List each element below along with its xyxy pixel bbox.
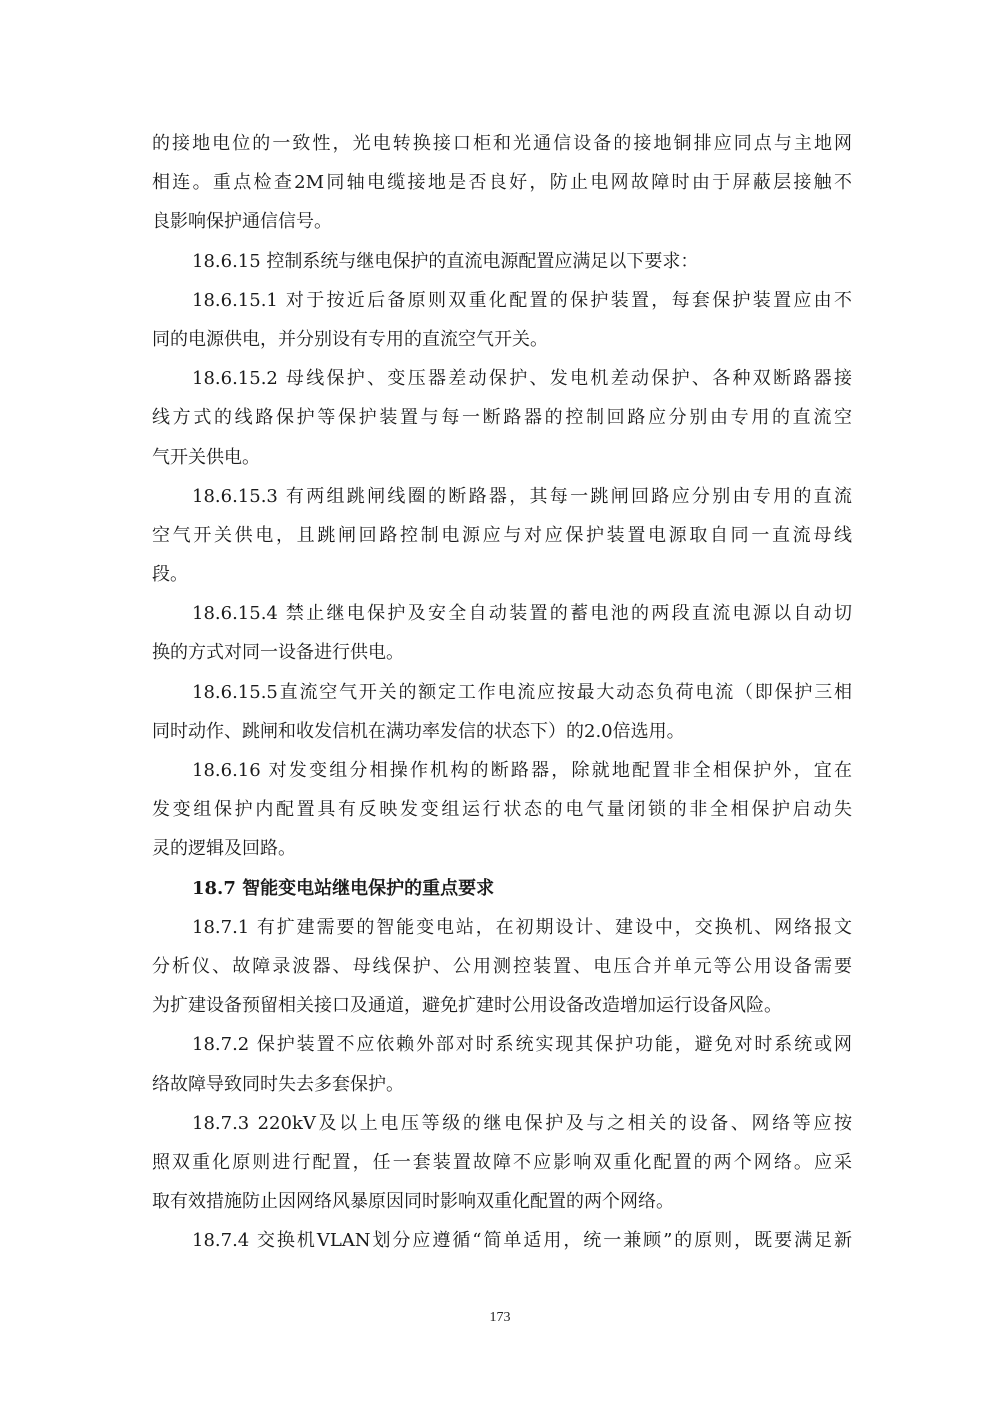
text-line: 线方式的线路保护等保护装置与每一断路器的控制回路应分别由专用的直流空 (152, 407, 852, 429)
text-line: 18.7.3 220kV及以上电压等级的继电保护及与之相关的设备、网络等应按 (192, 1112, 852, 1134)
text-line: 18.6.15.3 有两组跳闸线圈的断路器，其每一跳闸回路应分别由专用的直流 (192, 485, 852, 507)
text-line: 分析仪、故障录波器、母线保护、公用测控装置、电压合并单元等公用设备需要 (152, 955, 852, 977)
text-line: 灵的逻辑及回路。 (152, 838, 296, 860)
text-line: 照双重化原则进行配置，任一套装置故障不应影响双重化配置的两个网络。应采 (152, 1151, 852, 1173)
text-line: 发变组保护内配置具有反映发变组运行状态的电气量闭锁的非全相保护启动失 (152, 799, 852, 821)
text-line: 相连。重点检查2M同轴电缆接地是否良好，防止电网故障时由于屏蔽层接触不 (152, 172, 852, 194)
section-heading-18-6-15: 18.6.15 控制系统与继电保护的直流电源配置应满足以下要求： (192, 250, 699, 272)
text-line: 气开关供电。 (152, 446, 260, 468)
text-line: 18.6.15.1 对于按近后备原则双重化配置的保护装置，每套保护装置应由不 (192, 289, 852, 311)
text-line: 良影响保护通信信号。 (152, 211, 332, 233)
text-line: 为扩建设备预留相关接口及通道，避免扩建时公用设备改造增加运行设备风险。 (152, 995, 782, 1017)
document-body (152, 124, 852, 1260)
text-line: 空气开关供电，且跳闸回路控制电源应与对应保护装置电源取自同一直流母线 (152, 524, 852, 546)
text-line: 同时动作、跳闸和收发信机在满功率发信的状态下）的2.0倍选用。 (152, 720, 685, 742)
text-line: 18.6.15.5直流空气开关的额定工作电流应按最大动态负荷电流（即保护三相 (192, 681, 852, 703)
text-line: 18.6.15.2 母线保护、变压器差动保护、发电机差动保护、各种双断路器接 (192, 368, 852, 390)
text-line: 段。 (152, 564, 188, 586)
text-line: 取有效措施防止因网络风暴原因同时影响双重化配置的两个网络。 (152, 1191, 674, 1213)
text-line: 18.7.1 有扩建需要的智能变电站，在初期设计、建设中，交换机、网络报文 (192, 916, 852, 938)
text-line: 络故障导致同时失去多套保护。 (152, 1073, 404, 1095)
section-heading-18-7: 18.7 智能变电站继电保护的重点要求 (192, 877, 495, 899)
page-number: 173 (489, 1310, 511, 1325)
text-line: 18.7.4 交换机VLAN划分应遵循“简单适用，统一兼顾”的原则，既要满足新 (192, 1230, 852, 1252)
text-line: 18.7.2 保护装置不应依赖外部对时系统实现其保护功能，避免对时系统或网 (192, 1034, 852, 1056)
text-line: 18.6.16 对发变组分相操作机构的断路器，除就地配置非全相保护外，宜在 (192, 760, 852, 781)
text-line: 换的方式对同一设备进行供电。 (152, 642, 404, 664)
text-line: 18.6.15.4 禁止继电保护及安全自动装置的蓄电池的两段直流电源以自动切 (192, 603, 852, 625)
text-line: 的接地电位的一致性，光电转换接口柜和光通信设备的接地铜排应同点与主地网 (152, 133, 852, 154)
text-line: 同的电源供电，并分别设有专用的直流空气开关。 (152, 328, 548, 350)
